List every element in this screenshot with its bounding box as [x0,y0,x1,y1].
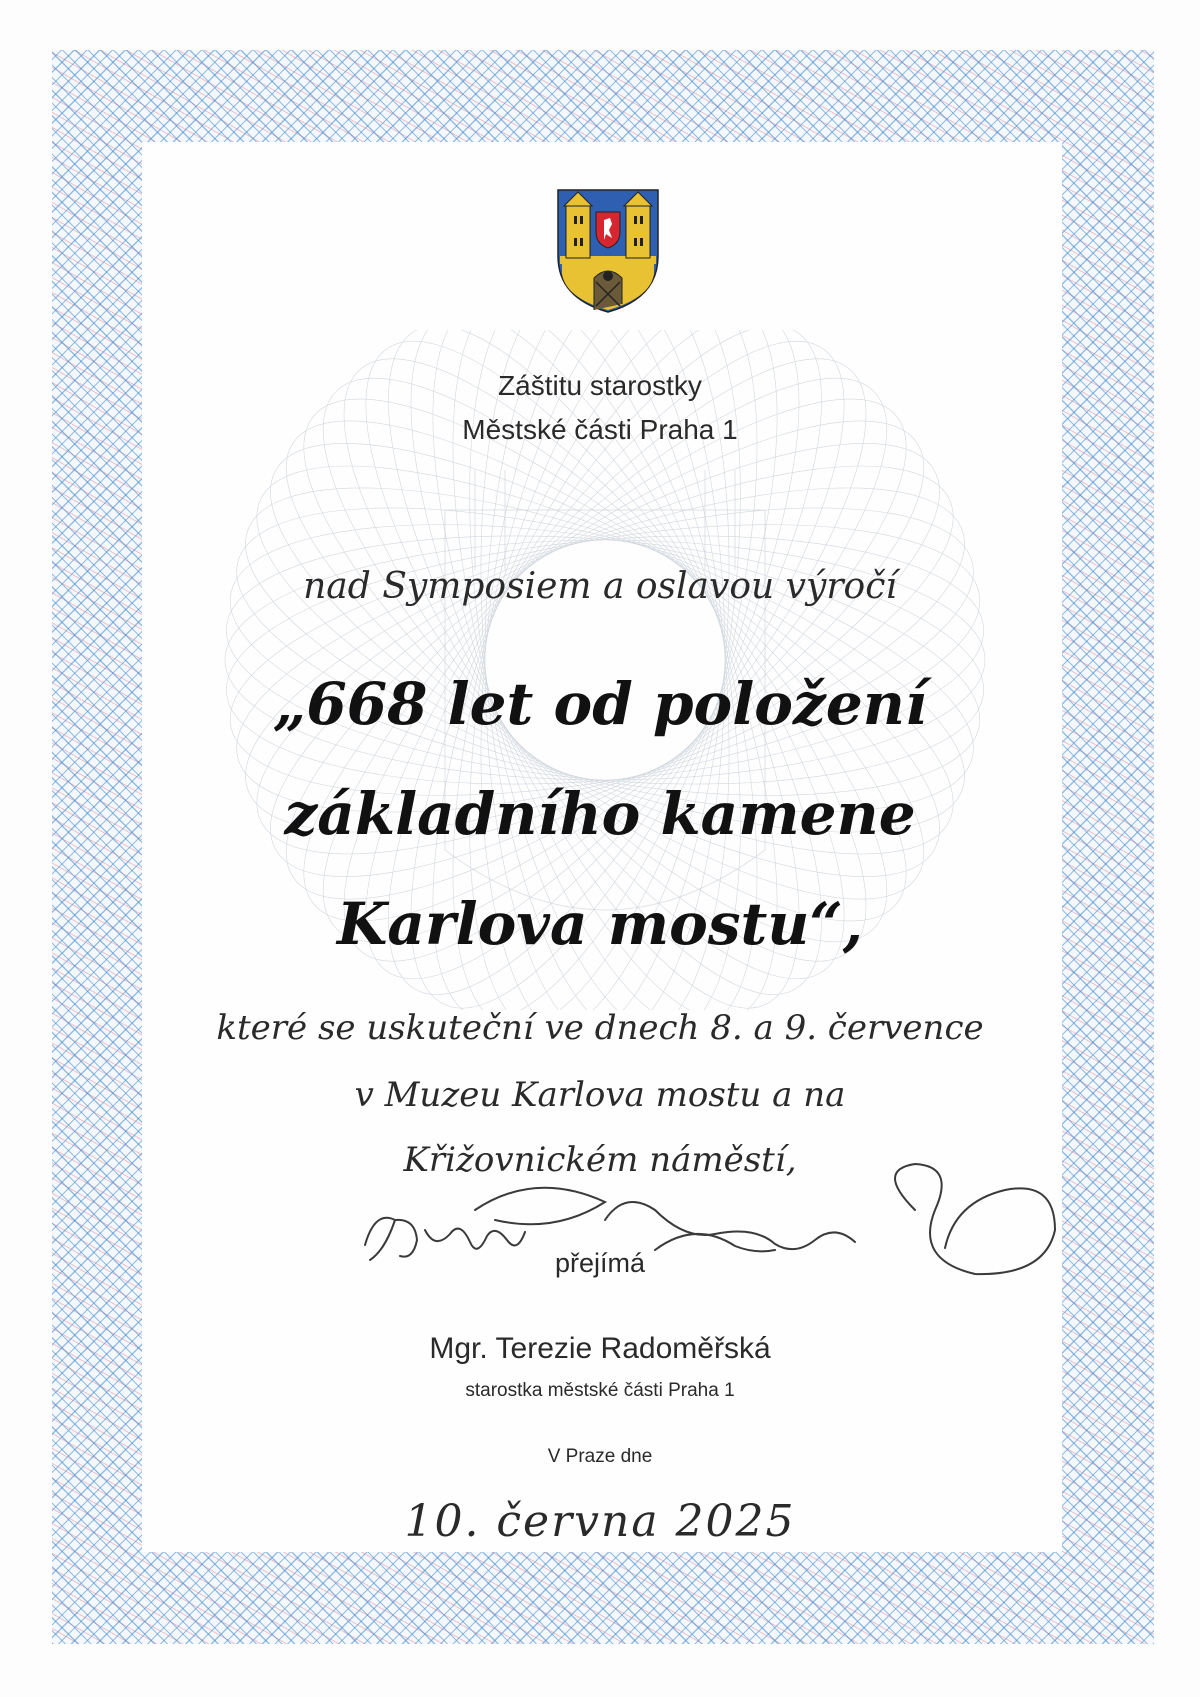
event-title-line3: Karlova mostu“, [337,890,863,958]
patronage-heading-line2: Městské části Praha 1 [462,414,738,445]
signatory-role: starostka městské části Praha 1 [465,1380,735,1401]
event-title-line1: „668 let od položení [273,670,927,738]
accepts-label: přejímá [554,1248,646,1278]
prague-1-coat-of-arms-icon [554,186,662,314]
patronage-heading-line1: Záštitu starostky [498,370,702,401]
event-detail-line1: které se uskuteční ve dnech 8. a 9. července [216,1008,984,1048]
event-detail-line3: Křižovnickém náměstí, [403,1140,797,1180]
intro-text: nad Symposiem a oslavou výročí [303,566,897,607]
event-title-line2: základního kamene [284,780,916,848]
rosette-line [210,391,1000,930]
rosette-line [216,507,994,812]
rosette-line [216,507,994,812]
rosette-line [216,366,994,954]
signing-date: 10. června 2025 [404,1496,796,1547]
rosette-line [216,366,994,954]
place-label: V Praze dne [547,1446,653,1467]
rosette-line [210,391,1000,930]
signatory-name: Mgr. Terezie Radoměřská [429,1332,771,1365]
event-detail-line2: v Muzeu Karlova mostu a na [354,1075,846,1115]
